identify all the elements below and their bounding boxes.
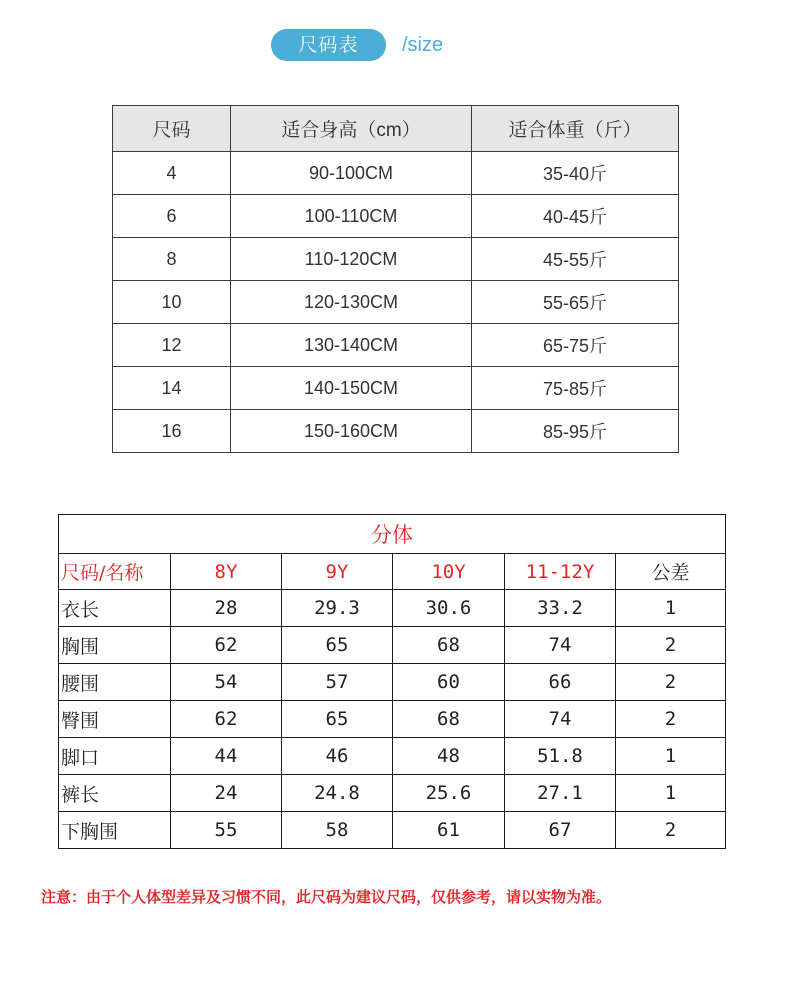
weight-cell: 85-95斤 (472, 410, 679, 453)
measurement-value-cell: 65 (282, 701, 393, 738)
size-cell: 4 (113, 152, 231, 195)
table-row (59, 775, 726, 812)
measurement-value-cell: 57 (282, 664, 393, 701)
table-row (59, 812, 726, 849)
measurement-value-cell: 74 (505, 627, 616, 664)
tolerance-cell: 1 (616, 775, 726, 812)
size-table-header-cell: 尺码 (113, 106, 231, 152)
measurement-value-cell: 44 (171, 738, 282, 775)
measurement-table (58, 514, 726, 849)
measurement-value-cell: 65 (282, 627, 393, 664)
measurement-value-cell: 48 (393, 738, 505, 775)
measurement-value-cell: 68 (393, 701, 505, 738)
measurement-value-cell: 27.1 (505, 775, 616, 812)
weight-cell: 40-45斤 (472, 195, 679, 238)
measurement-name-cell: 胸围 (59, 627, 171, 664)
size-table-header-cell: 适合身高（cm） (231, 106, 472, 152)
table-row (59, 590, 726, 627)
measurement-value-cell: 51.8 (505, 738, 616, 775)
measurement-name-cell: 腰围 (59, 664, 171, 701)
measurement-title-row (59, 515, 726, 554)
measurement-header-cell: 11-12Y (505, 554, 616, 590)
measurement-name-cell: 衣长 (59, 590, 171, 627)
measurement-value-cell: 68 (393, 627, 505, 664)
measurement-name-cell: 脚口 (59, 738, 171, 775)
measurement-value-cell: 30.6 (393, 590, 505, 627)
measurement-value-cell: 74 (505, 701, 616, 738)
measurement-value-cell: 29.3 (282, 590, 393, 627)
size-cell: 6 (113, 195, 231, 238)
weight-cell: 75-85斤 (472, 367, 679, 410)
measurement-value-cell: 54 (171, 664, 282, 701)
tolerance-cell: 2 (616, 664, 726, 701)
table-row (113, 324, 679, 367)
measurement-value-cell: 46 (282, 738, 393, 775)
table-row (113, 195, 679, 238)
measurement-value-cell: 28 (171, 590, 282, 627)
measurement-name-cell: 下胸围 (59, 812, 171, 849)
tolerance-cell: 2 (616, 812, 726, 849)
table-row (113, 367, 679, 410)
size-table-header-row (113, 106, 679, 152)
measurement-value-cell: 33.2 (505, 590, 616, 627)
table-row (59, 738, 726, 775)
weight-cell: 45-55斤 (472, 238, 679, 281)
height-cell: 120-130CM (231, 281, 472, 324)
table-row (113, 152, 679, 195)
table-row (113, 410, 679, 453)
measurement-header-row (59, 554, 726, 590)
measurement-value-cell: 62 (171, 627, 282, 664)
size-table-header-cell: 适合体重（斤） (472, 106, 679, 152)
height-cell: 140-150CM (231, 367, 472, 410)
measurement-name-cell: 臀围 (59, 701, 171, 738)
tolerance-cell: 1 (616, 590, 726, 627)
tolerance-cell: 1 (616, 738, 726, 775)
measurement-header-cell: 尺码/名称 (59, 554, 171, 590)
weight-cell: 35-40斤 (472, 152, 679, 195)
measurement-value-cell: 60 (393, 664, 505, 701)
size-chart-pill (271, 29, 386, 61)
measurement-header-cell: 9Y (282, 554, 393, 590)
measurement-title: 分体 (59, 515, 726, 554)
height-cell: 90-100CM (231, 152, 472, 195)
measurement-value-cell: 58 (282, 812, 393, 849)
size-cell: 14 (113, 367, 231, 410)
measurement-value-cell: 61 (393, 812, 505, 849)
weight-cell: 65-75斤 (472, 324, 679, 367)
height-cell: 100-110CM (231, 195, 472, 238)
measurement-header-cell: 10Y (393, 554, 505, 590)
measurement-value-cell: 25.6 (393, 775, 505, 812)
measurement-value-cell: 66 (505, 664, 616, 701)
size-cell: 12 (113, 324, 231, 367)
size-label: /size (402, 34, 444, 56)
table-row (113, 281, 679, 324)
size-cell: 16 (113, 410, 231, 453)
measurement-value-cell: 67 (505, 812, 616, 849)
size-chart-pill-label: 尺码表 (298, 34, 359, 56)
measurement-header-cell: 公差 (616, 554, 726, 590)
table-row (59, 664, 726, 701)
height-cell: 110-120CM (231, 238, 472, 281)
weight-cell: 55-65斤 (472, 281, 679, 324)
disclaimer-note: 注意：由于个人体型差异及习惯不同，此尺码为建议尺码，仅供参考，请以实物为准。 (41, 888, 612, 906)
height-cell: 150-160CM (231, 410, 472, 453)
measurement-header-cell: 8Y (171, 554, 282, 590)
table-row (59, 627, 726, 664)
table-row (113, 238, 679, 281)
height-cell: 130-140CM (231, 324, 472, 367)
measurement-name-cell: 裤长 (59, 775, 171, 812)
measurement-value-cell: 24.8 (282, 775, 393, 812)
measurement-value-cell: 62 (171, 701, 282, 738)
size-cell: 10 (113, 281, 231, 324)
tolerance-cell: 2 (616, 627, 726, 664)
measurement-value-cell: 24 (171, 775, 282, 812)
table-row (59, 701, 726, 738)
size-table (112, 105, 679, 453)
measurement-value-cell: 55 (171, 812, 282, 849)
size-cell: 8 (113, 238, 231, 281)
tolerance-cell: 2 (616, 701, 726, 738)
